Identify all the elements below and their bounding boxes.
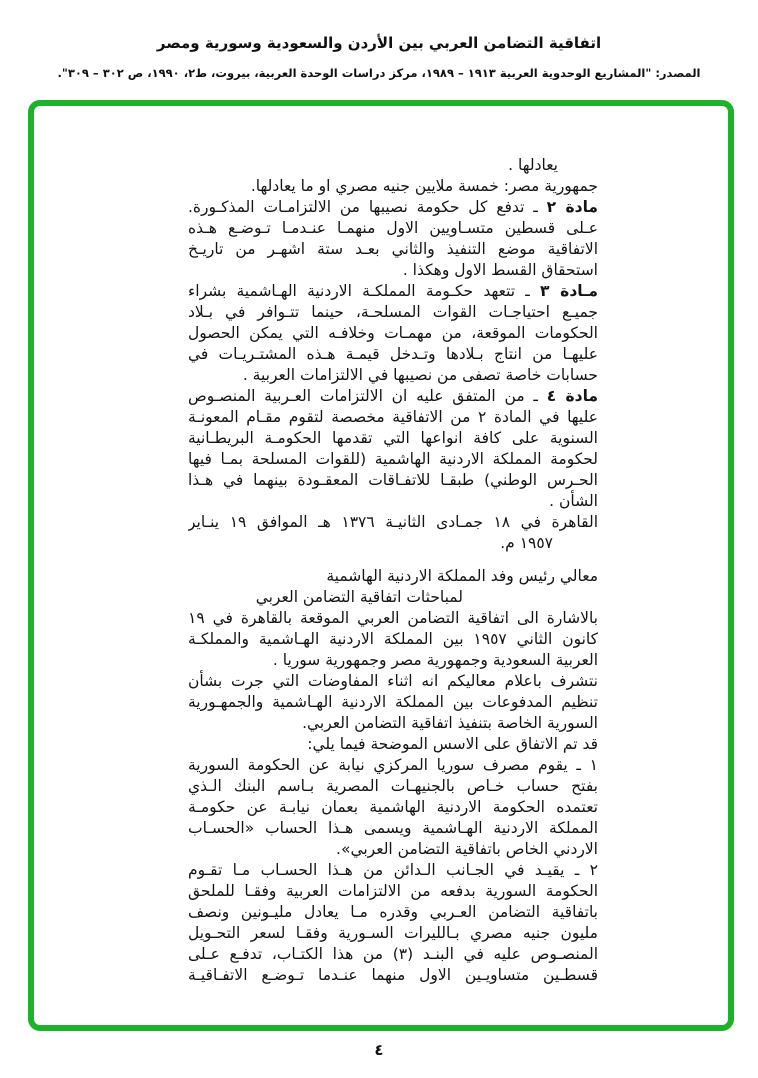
text-line: الشأن . — [549, 492, 598, 510]
article-label: مـادة ٣ — [540, 282, 598, 300]
article-label: مادة ٤ — [546, 387, 598, 405]
document-body-text — [188, 155, 598, 986]
text-line: استحقاق القسط الاول وهكذا . — [402, 261, 598, 279]
document-source-citation: المصدر: "المشاريع الوحدوية العربية ١٩١٣ – ١٩٨٩، مركز دراسات الوحدة العربية، بيروت، ط٢، ١٩٩٠، ص ٣٠٢ – ٣٠٩". — [57, 66, 701, 80]
text-line: لمباحثات اتفاقية التضامن العربي — [255, 588, 463, 606]
text-line: عليهـا من انتاج بـلادها وتـدخل قيمـة هـذه المشتـريـات في — [188, 345, 598, 363]
text-line: السورية الخاصة بتنفيذ اتفاقية التضامن العربي. — [302, 714, 598, 732]
text-line: كانون الثاني ١٩٥٧ بين المملكة الاردنية الهـاشمية والمملكـة — [188, 630, 598, 648]
text-line: ٢ ـ يقيـد في الجـانب الـدائن من هـذا الحسـاب مـا تقـوم — [188, 861, 598, 879]
text-line: تنظيم المدفوعات بين المملكة الاردنية الهـاشمية والجمهـورية — [188, 693, 598, 711]
text-line: مليون جنيه مصري بـالليرات السـورية وفقـا لسعر التحـويل — [188, 924, 598, 942]
text-line: حسابات خاصة تصفى من نصيبها في الالتزامات العربية . — [242, 366, 598, 384]
text-line: يعادلها . — [508, 156, 558, 174]
text-line: باتفاقية التضامن العـربي وقدره مـا يعادل مليـونين ونصف — [188, 903, 598, 921]
text-line: بفتح حساب خـاص بالجنيهـات المصرية بـاسم البنك الـذي — [188, 777, 598, 795]
article-line: مادة ٤ ـ من المتفق عليه ان الالتزامات العـربية المنصـوص — [188, 387, 598, 405]
document-title: اتفاقية التضامن العربي بين الأردن والسعودية وسورية ومصر — [156, 34, 602, 52]
text-line: جميـع احتياجـات القوات المسلحـة، حينما تتـوافر في بـلاد — [188, 303, 598, 321]
article-label: مادة ٢ — [546, 198, 598, 216]
text-line: القاهرة في ١٨ جمـادى الثانيـة ١٣٧٦ هـ الموافق ١٩ ينـاير — [188, 513, 598, 531]
text-line: المنصـوص عليه في البنـد (٣) من هذا الكتـاب، تدفـع عـلى — [188, 945, 598, 963]
text-line: لحكومة المملكة الاردنية الهاشمية (للقوات المسلحة بمـا فيها — [188, 450, 598, 468]
text-line: ١ ـ يقوم مصرف سوريا المركزي نيابة عن الحكومة السورية — [188, 756, 598, 774]
article-line: مـادة ٣ ـ تتعهد حكـومة المملكـة الاردنية الهـاشمية بشراء — [188, 282, 598, 300]
text-line: عليها في المادة ٢ من الاتفاقية مخصصة لتقوم مقـام المعونـة — [188, 408, 598, 426]
text-line: الحكومات الموقعة، من مهمـات وخلافـه التي يمكن الحصول — [188, 324, 598, 342]
text-line: الحكومة السورية بدفعه من الالتزامات العربية وفقـا للملحق — [188, 882, 598, 900]
text-line: نتشرف باعلام معاليكم انه اثناء المفاوضات التي جرت بشأن — [188, 672, 598, 690]
text-line: تعتمده الحكومة الاردنية الهاشمية بعمان نيابـة عن حكومـة — [188, 798, 598, 816]
text-line: العربية السعودية وجمهورية مصر وجمهورية سوريا . — [272, 651, 598, 669]
text-line: الحـرس الوطني) طبقـا للاتفـاقات المعقـودة بينهما في هـذا — [188, 471, 598, 489]
text-line: الاتفاقية موضع التنفيذ والثاني بعـد ستة اشهـر من تاريـخ — [188, 240, 598, 258]
article-line: مادة ٢ ـ تدفع كل حكومة نصيبها من الالتزامـات المذكـورة. — [188, 198, 598, 216]
text-line: ١٩٥٧ م. — [500, 534, 553, 552]
text-line: السنوية على كافة انواعها التي تقدمها الحكومـة البريطـانية — [188, 429, 598, 447]
page-number: ٤ — [374, 1041, 384, 1059]
text-line: الاردني الخاص باتفاقية التضامن العربي». — [336, 840, 598, 858]
text-line: جمهورية مصر: خمسة ملايين جنيه مصري او ما يعادلها. — [250, 177, 598, 195]
text-line: المملكة الاردنية الهـاشمية ويسمى هـذا الحساب «الحسـاب — [188, 819, 598, 837]
text-line: قد تم الاتفاق على الاسس الموضحة فيما يلي: — [307, 735, 598, 753]
text-line: بالاشارة الى اتفاقية التضامن العربي الموقعة بالقاهرة في ١٩ — [188, 609, 598, 627]
text-line: قسطـين متساويـين الاول منهما عنـدما تـوضـع الاتفـاقيـة — [188, 966, 598, 984]
text-line: عـلى قسطين متسـاويين الاول منهمـا عنـدمـا تـوضـع هـذه — [188, 219, 598, 237]
text-line: معالي رئيس وفد المملكة الاردنية الهاشمية — [326, 567, 598, 585]
